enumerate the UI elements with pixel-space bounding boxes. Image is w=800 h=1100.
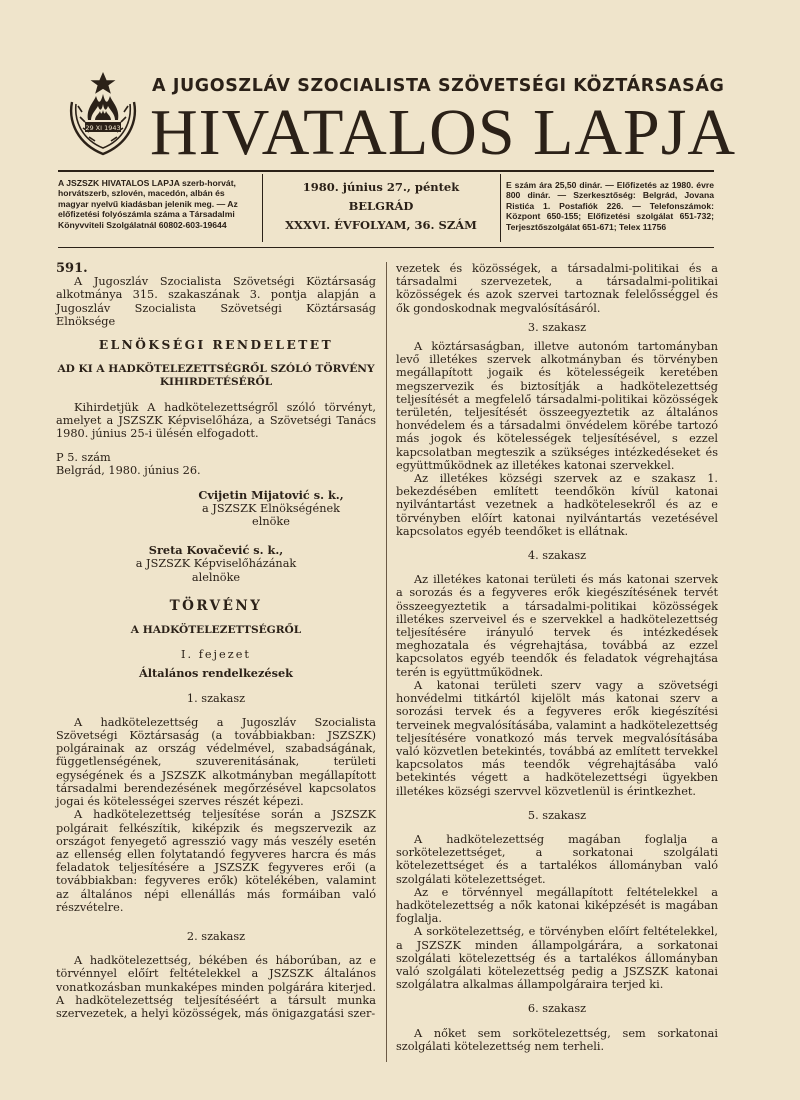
header-separator-right [500,174,501,242]
publication-info: A JSZSZK HIVATALOS LAPJA szerb-horvát, horvátszerb, szlovén, macedón, albán és magyar nyelvű kiadásban jelenik meg. — Az előfizetési folyószámla száma a Társadalmi Könyvviteli Szolgálatnál 60802-603-19644 [58,178,238,230]
section-4-paragraph-1: Az illetékes katonai területi és más katonai szervek a sorozás és a fegyveres erők kiegészítésének tervét összeegyeztetik a társadalmi-politikai közösségek illetékes szerveivel és e szervekkel a hadkötelezettség teljesítésére irányuló tervek és intézkedések meghozatala és végrehajtása, továbbá az ezzel kapcsolatos egyéb teendők és feladatok végrehajtása terén is együttműködnek. [396,573,718,679]
price-contact-info: E szám ára 25,50 dinár. — Előfizetés az 1980. évre 800 dinár. — Szerkesztőség: Belgrád, Jovana Ristića 1. Postafiók 226. — Telefonszámok: Központ 650-155; Előfizetési szolgálat 651-732; Terjesztőszolgálat 651-671; Telex 11756 [506,180,714,232]
signer-1-name: Cvijetin Mijatović s. k., [198,487,344,502]
section-4-heading: 4. szakasz [527,549,587,563]
gazette-title: HIVATALOS LAPJA [150,96,737,169]
header-rule-top [58,170,714,172]
issue-info [268,178,494,235]
intro-paragraph: A Jugoszláv Szocialista Szövetségi Köztársaság alkotmánya 315. szakaszának 3. pontja alapján a Jugoszláv Szocialista Szövetségi Köztársaság Elnöksége [56,275,376,328]
document-number: 591. [56,261,88,276]
issue-number: XXXVI. ÉVFOLYAM, 36. SZÁM [285,218,477,232]
signer-2-role: a JSZSZK Képviselőházának [135,557,297,571]
chapter-heading: I. fejezet [181,648,251,662]
signature-1 [176,489,366,529]
section-1-paragraph-1: A hadkötelezettség a Jugoszláv Szocialista Szövetségi Köztársaság (a továbbiakban: JSZSZK) polgárainak az ország védelmével, szabadságának, függetlenségének, szuverenitásának, területi egységének és a JSZSZK alkotmányban megállapított társadalmi berendezésének megőrzésével kapcsolatos jogai és kötelességei szerves részét képezi. [56,715,376,809]
section-5-paragraph-1: A hadkötelezettség magában foglalja a sorkötelezettséget, a sorkatonai szolgálati kötelezettséget és a tartalékos állományban való szolgálati kötelezettséget. [396,832,718,886]
left-column [56,262,376,1020]
section-1-paragraph-2: A hadkötelezettség teljesítése során a JSZSZK polgárait felkészítik, kiképzik és megszervezik az országot fenyegető agresszió vagy más veszély esetén az ellenség ellen folytatandó fegyveres harcra és más feladatok teljesítésére a JSZSZK fegyveres erői (a továbbiakban: fegyveres erők) kötelékében, valamint az általános népi ellenállás más formáiban való részvételre. [56,808,376,914]
decree-title: ELNÖKSÉGI RENDELETET [98,338,334,353]
issue-city: BELGRÁD [348,199,414,213]
section-4-paragraph-2: A katonai területi szerv vagy a szövetségi honvédelmi titkártól kijelölt más katonai szerv a sorozási tervek és a fegyveres erők kiegészítési terveinek megvalósításába, valamint a hadkötelezettség teljesítésére vonatkozó más tervek megvalósításába való közvetlen betekintés, továbbá az említett tervekkel kapcsolatos más teendők végrehajtásába való betekintés végett a hadkötelezettségi ügyekben illetékes községi szervvel közvetlenül is érintkezhet. [396,678,718,798]
section-5-paragraph-2: Az e törvénnyel megállapított feltételekkel a hadkötelezettség a nők katonai kiképzését is magában foglalja. [396,885,718,926]
signer-2-title: alelnöke [191,570,241,584]
emblem-date: 29 XI 1943 [85,124,121,132]
header-rule-bottom [58,247,714,248]
section-2-heading: 2. szakasz [186,929,246,943]
decree-subtitle: AD KI A HADKÖTELEZETTSÉGRŐL SZÓLÓ TÖRVÉNY KIHIRDETÉSÉRŐL [57,363,375,389]
section-3-paragraph-1: A köztársaságban, illetve autonóm tartományban levő illetékes szervek alkotmányban és törvényben megállapított jogaik és kötelességeik keretében megszervezik és biztosítják a hadkötelezettség teljesítését a megfelelő társadalmi-politikai közösségek területén, teljesítését összeegyeztetik az általános honvédelem és a társadalmi önvédelem körébe tartozó más jogok és kötelességek teljesítésével, s ezzel kapcsolatban megteszik a szükséges intézkedéseket és együttműködnek az illetékes katonai szervekkel. [396,340,718,472]
signer-1-role: a JSZSZK Elnökségének [201,501,341,515]
proclamation-paragraph: Kihirdetjük A hadkötelezettségről szóló törvényt, amelyet a JSZSZK Képviselőháza, a Szövetségi Tanács 1980. június 25-i ülésén elfogadott. [56,400,376,441]
reference-number: P 5. szám [56,451,111,465]
section-5-paragraph-3: A sorkötelezettség, e törvényben előírt feltételekkel, a JSZSZK minden állampolgárára, a sorkatonai szolgálati kötelezettség és a tartalékos állományban való szolgálati kötelezettség pedig a JSZSZK katonai szolgálatra alkalmas állampolgáraira terjed ki. [396,925,718,992]
right-column [396,262,718,1053]
chapter-title: Általános rendelkezések [139,666,293,681]
signature-2 [116,544,316,584]
section-6-heading: 6. szakasz [527,1002,587,1016]
law-subtitle: A HADKÖTELEZETTSÉGRŐL [130,624,302,637]
section-1-heading: 1. szakasz [186,691,246,705]
section-2-paragraph-1: A hadkötelezettség, békében és háborúban, az e törvénnyel előírt feltételekkel a JSZSZK általános vonatkozásban munkaképes minden polgárára kiterjed. A hadkötelezettség teljesítéséért a társult munka szervezetek, a helyi közösségek, más önigazgatási szer- [56,954,376,1020]
reference-date: Belgrád, 1980. június 26. [56,464,201,478]
gazette-supertitle: A JUGOSZLÁV SZOCIALISTA SZÖVETSÉGI KÖZTÁRSASÁG [152,76,725,96]
section-5-heading: 5. szakasz [527,808,587,822]
continued-paragraph: vezetek és közösségek, a társadalmi-politikai és a társadalmi szervezetek, a társadalmi-politikai közösségek és azok szervei tartoznak felelősséggel és ők gondoskodnak megvalósításáról. [396,262,718,315]
section-6-paragraph-1: A nőket sem sorkötelezettség, sem sorkatonai szolgálati kötelezettség nem terheli. [396,1026,718,1053]
coat-of-arms-emblem [58,62,148,162]
section-3-heading: 3. szakasz [527,320,587,334]
section-3-paragraph-2: Az illetékes községi szervek az e szakasz 1. bekezdésében említett teendőkön kívül katonai nyilvántartást vezetnek a hadkötelesekről és az e törvényben előírt katonai nyilvántartás vezetésével kapcsolatos egyéb teendőket is ellátnak. [396,472,718,538]
column-divider [386,262,387,1062]
header-separator-left [262,174,263,242]
issue-date: 1980. június 27., péntek [302,180,460,194]
signer-1-title: elnöke [252,515,290,529]
law-title: TÖRVÉNY [169,597,263,614]
signer-2-name: Sreta Kovačević s. k., [148,543,284,558]
